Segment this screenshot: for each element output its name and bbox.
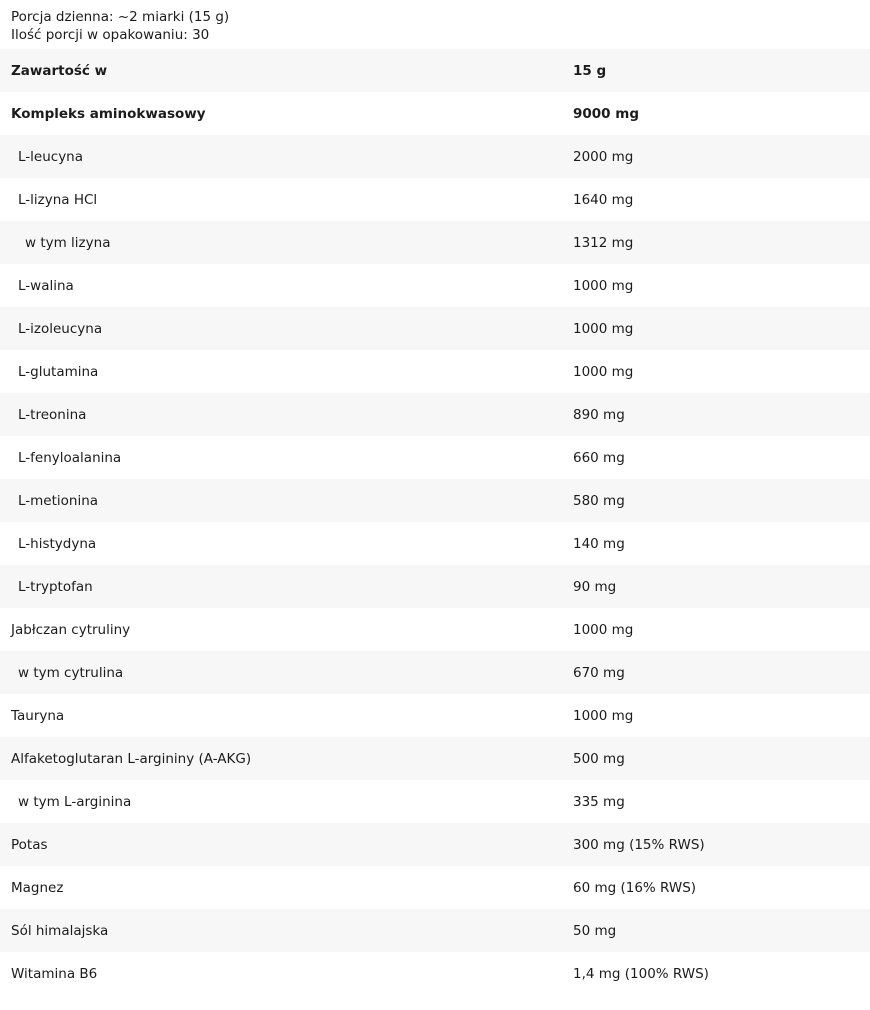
ingredient-name: w tym cytrulina [18, 664, 124, 681]
ingredient-name: w tym lizyna [25, 234, 111, 251]
table-row [0, 909, 870, 952]
table-row [0, 522, 870, 565]
table-row [0, 780, 870, 823]
ingredient-name: Zawartość w [11, 62, 108, 79]
ingredient-name: Alfaketoglutaran L-argininy (A-AKG) [11, 750, 252, 767]
ingredient-name: L-izoleucyna [18, 320, 103, 337]
ingredient-amount: 1640 mg [573, 191, 634, 208]
ingredient-amount: 15 g [573, 62, 607, 79]
table-row [0, 651, 870, 694]
table-row [0, 264, 870, 307]
table-row [0, 350, 870, 393]
ingredient-amount: 335 mg [573, 793, 625, 810]
ingredient-name: L-lizyna HCl [18, 191, 98, 208]
ingredient-amount: 9000 mg [573, 105, 640, 122]
ingredient-amount: 670 mg [573, 664, 625, 681]
table-row [0, 823, 870, 866]
ingredient-amount: 500 mg [573, 750, 625, 767]
ingredient-name: L-tryptofan [18, 578, 93, 595]
ingredient-name: L-treonina [18, 406, 87, 423]
ingredient-amount: 890 mg [573, 406, 625, 423]
ingredient-name: Magnez [11, 879, 64, 896]
ingredient-amount: 1,4 mg (100% RWS) [573, 965, 709, 982]
table-row [0, 608, 870, 651]
serving-info [0, 0, 870, 49]
ingredient-amount: 1000 mg [573, 277, 634, 294]
ingredient-amount: 60 mg (16% RWS) [573, 879, 697, 896]
table-row [0, 307, 870, 350]
ingredient-amount: 1312 mg [573, 234, 634, 251]
table-row [0, 866, 870, 909]
ingredient-amount: 50 mg [573, 922, 617, 939]
ingredient-amount: 580 mg [573, 492, 625, 509]
ingredient-name: L-histydyna [18, 535, 97, 552]
ingredient-amount: 300 mg (15% RWS) [573, 836, 705, 853]
ingredient-amount: 1000 mg [573, 621, 634, 638]
ingredient-amount: 1000 mg [573, 707, 634, 724]
ingredient-name: L-metionina [18, 492, 99, 509]
ingredient-name: Kompleks aminokwasowy [11, 105, 206, 122]
ingredient-name: L-glutamina [18, 363, 99, 380]
nutrition-table [0, 49, 870, 995]
ingredient-amount: 140 mg [573, 535, 625, 552]
ingredient-name: Sól himalajska [11, 922, 109, 939]
servings-per-pack-text: Ilość porcji w opakowaniu: 30 [11, 27, 210, 43]
table-row [0, 135, 870, 178]
table-row [0, 737, 870, 780]
table-row [0, 393, 870, 436]
table-row [0, 694, 870, 737]
serving-size-text: Porcja dzienna: ~2 miarki (15 g) [11, 9, 230, 25]
nutrition-table-body [0, 49, 870, 995]
ingredient-amount: 2000 mg [573, 148, 634, 165]
table-row [0, 221, 870, 264]
ingredient-name: Potas [11, 836, 48, 853]
ingredient-amount: 1000 mg [573, 320, 634, 337]
ingredient-name: Witamina B6 [11, 965, 98, 982]
ingredient-name: L-leucyna [18, 148, 84, 165]
table-row [0, 565, 870, 608]
ingredient-amount: 660 mg [573, 449, 625, 466]
table-row [0, 92, 870, 135]
ingredient-name: L-fenyloalanina [18, 449, 122, 466]
table-row [0, 952, 870, 995]
ingredient-name: Jabłczan cytruliny [11, 621, 131, 638]
table-row [0, 178, 870, 221]
table-row [0, 49, 870, 92]
ingredient-name: Tauryna [11, 707, 65, 724]
table-row [0, 436, 870, 479]
ingredient-name: w tym L-arginina [18, 793, 132, 810]
ingredient-amount: 1000 mg [573, 363, 634, 380]
ingredient-amount: 90 mg [573, 578, 617, 595]
table-row [0, 479, 870, 522]
ingredient-name: L-walina [18, 277, 74, 294]
